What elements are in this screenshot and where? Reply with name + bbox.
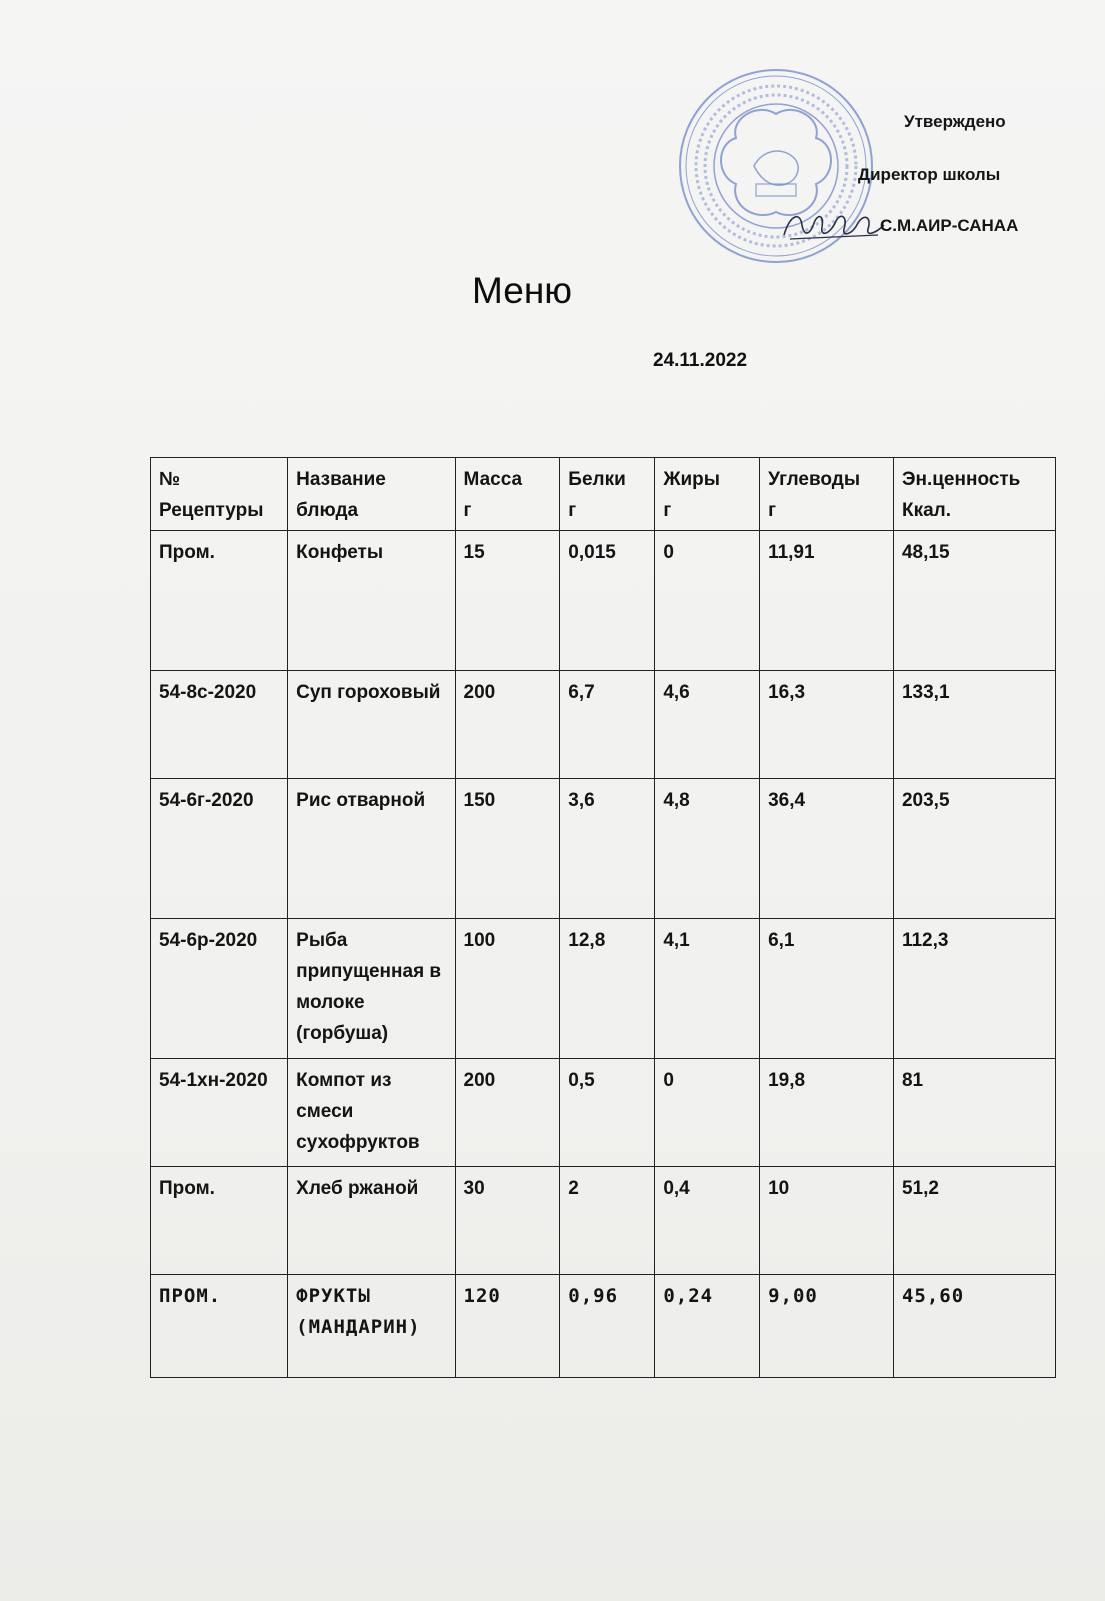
- table-row: [151, 779, 1056, 919]
- cell-energy: 112,3: [893, 919, 1055, 1059]
- cell-code: 54-6г-2020: [151, 779, 288, 919]
- cell-protein: 0,015: [560, 531, 655, 671]
- cell-code: 54-8с-2020: [151, 671, 288, 779]
- table-row: [151, 919, 1056, 1059]
- cell-energy: 81: [893, 1059, 1055, 1167]
- cell-name: Суп гороховый: [288, 671, 455, 779]
- cell-carbs: 6,1: [760, 919, 894, 1059]
- header-energy: Эн.ценность Ккал.: [893, 458, 1055, 531]
- cell-name: Компот из смеси сухофруктов: [288, 1059, 455, 1167]
- cell-energy: 133,1: [893, 671, 1055, 779]
- header-recipe-number: № Рецептуры: [151, 458, 288, 531]
- director-position: Директор школы: [858, 165, 1001, 184]
- hw-cell-fat: 0,24: [655, 1275, 760, 1378]
- cell-fat: 4,1: [655, 919, 760, 1059]
- cell-code: Пром.: [151, 1167, 288, 1275]
- cell-name: Рис отварной: [288, 779, 455, 919]
- hw-cell-mass: 120: [455, 1275, 560, 1378]
- cell-fat: 4,6: [655, 671, 760, 779]
- hw-cell-protein: 0,96: [560, 1275, 655, 1378]
- table-row: [151, 1167, 1056, 1275]
- approval-label: Утверждено: [904, 112, 1006, 131]
- cell-carbs: 10: [760, 1167, 894, 1275]
- cell-protein: 6,7: [560, 671, 655, 779]
- menu-date: 24.11.2022: [653, 350, 748, 371]
- cell-mass: 150: [455, 779, 560, 919]
- cell-energy: 203,5: [893, 779, 1055, 919]
- cell-carbs: 36,4: [760, 779, 894, 919]
- table-row: [151, 1059, 1056, 1167]
- director-name: С.М.АИР-САНАА: [880, 216, 1019, 235]
- cell-code: Пром.: [151, 531, 288, 671]
- header-fat: Жиры г: [655, 458, 760, 531]
- director-signature: [780, 205, 890, 245]
- cell-name: Рыба припущенная в молоке (горбуша): [288, 919, 455, 1059]
- cell-mass: 200: [455, 671, 560, 779]
- menu-table: [150, 457, 1056, 1378]
- cell-fat: 4,8: [655, 779, 760, 919]
- cell-mass: 30: [455, 1167, 560, 1275]
- cell-protein: 3,6: [560, 779, 655, 919]
- cell-code: 54-1хн-2020: [151, 1059, 288, 1167]
- hw-cell-code: ПРОМ.: [151, 1275, 288, 1378]
- cell-mass: 15: [455, 531, 560, 671]
- cell-fat: 0: [655, 1059, 760, 1167]
- cell-protein: 12,8: [560, 919, 655, 1059]
- cell-carbs: 11,91: [760, 531, 894, 671]
- hw-cell-name: ФРУКТЫ (МАНДАРИН): [288, 1275, 455, 1378]
- header-dish-name: Название блюда: [288, 458, 455, 531]
- cell-energy: 48,15: [893, 531, 1055, 671]
- hw-cell-carbs: 9,00: [760, 1275, 894, 1378]
- table-header-row: [151, 458, 1056, 531]
- cell-carbs: 19,8: [760, 1059, 894, 1167]
- cell-fat: 0: [655, 531, 760, 671]
- header-mass: Масса г: [455, 458, 560, 531]
- header-carbs: Углеводы г: [760, 458, 894, 531]
- cell-name: Хлеб ржаной: [288, 1167, 455, 1275]
- cell-fat: 0,4: [655, 1167, 760, 1275]
- handwritten-row: [151, 1275, 1056, 1378]
- cell-name: Конфеты: [288, 531, 455, 671]
- cell-code: 54-6р-2020: [151, 919, 288, 1059]
- header-protein: Белки г: [560, 458, 655, 531]
- cell-mass: 200: [455, 1059, 560, 1167]
- cell-carbs: 16,3: [760, 671, 894, 779]
- cell-energy: 51,2: [893, 1167, 1055, 1275]
- cell-protein: 0,5: [560, 1059, 655, 1167]
- hw-cell-energy: 45,60: [893, 1275, 1055, 1378]
- page-title: Меню: [472, 270, 572, 311]
- table-row: [151, 671, 1056, 779]
- cell-protein: 2: [560, 1167, 655, 1275]
- table-row: [151, 531, 1056, 671]
- cell-mass: 100: [455, 919, 560, 1059]
